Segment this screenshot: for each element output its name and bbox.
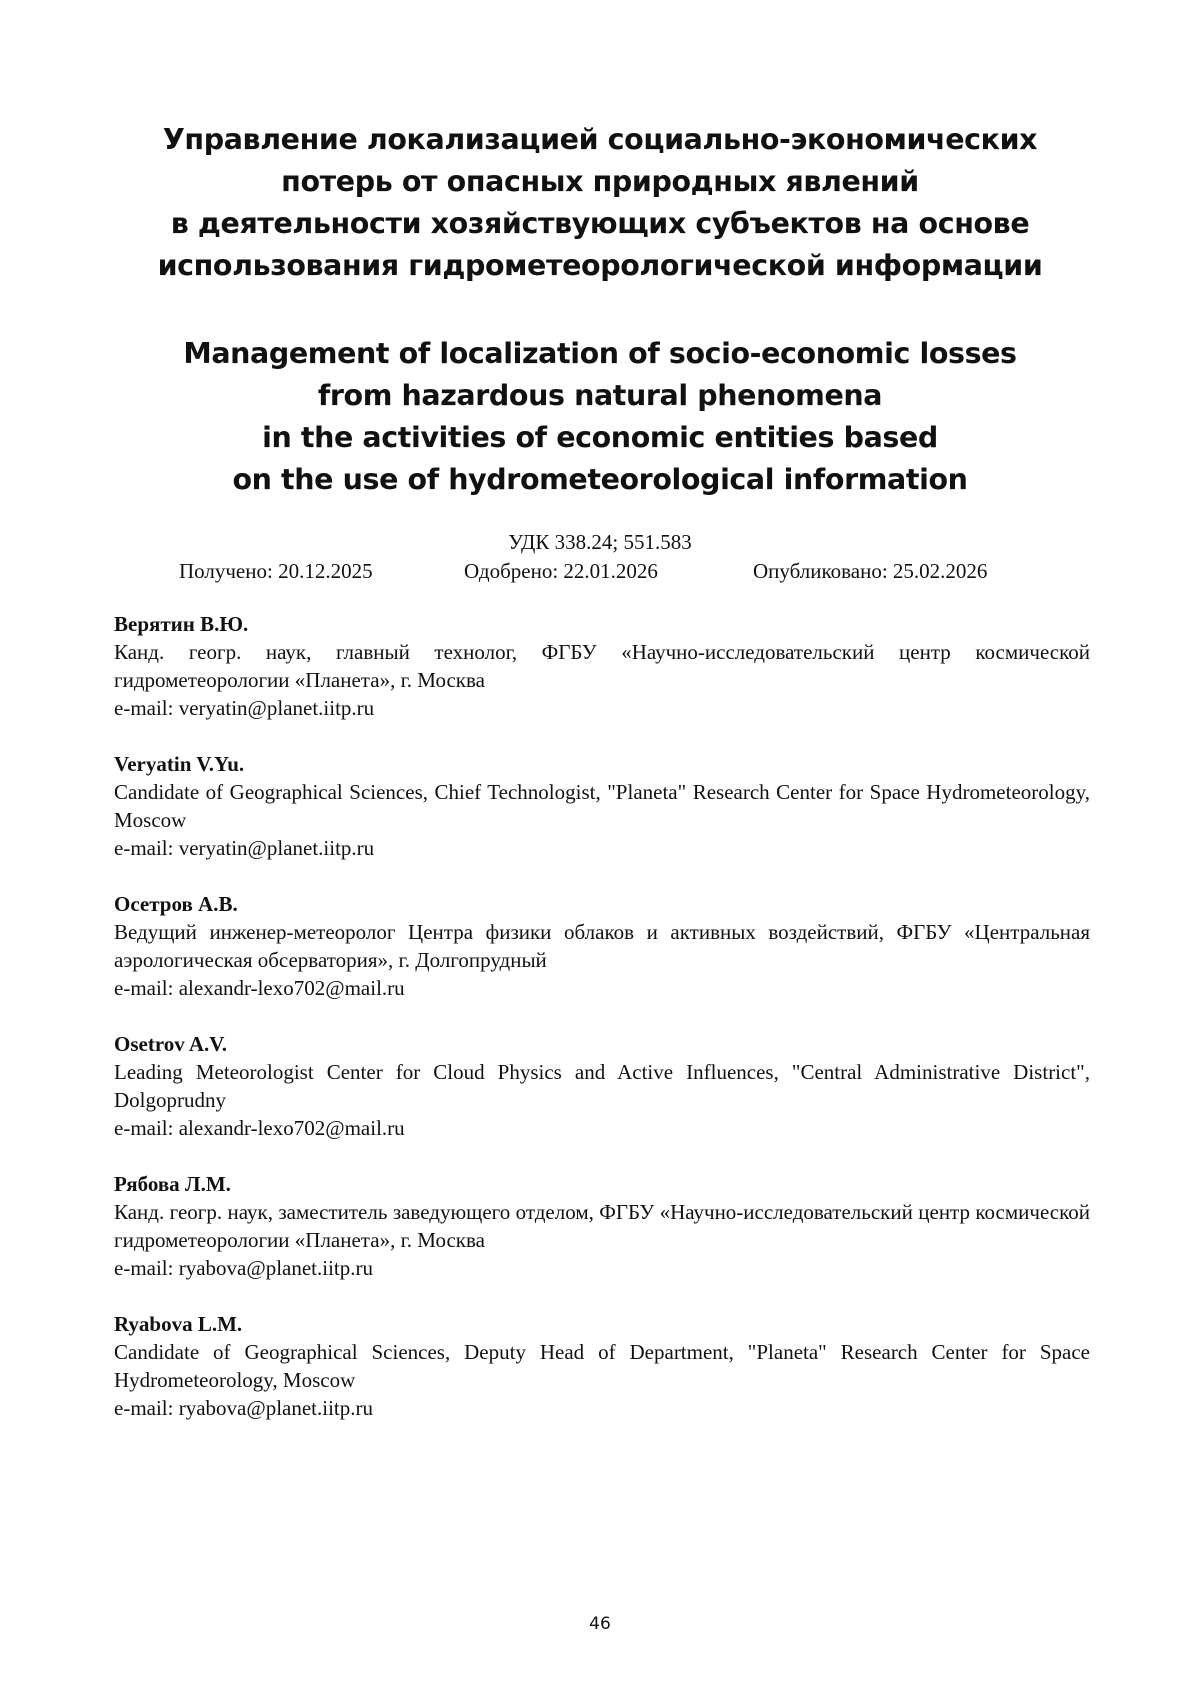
title-english-line: on the use of hydrometeorological information xyxy=(232,463,968,496)
title-english xyxy=(100,333,1100,501)
title-english-line: from hazardous natural phenomena xyxy=(317,379,883,412)
author-block xyxy=(114,610,1090,722)
author-block xyxy=(114,1170,1090,1282)
authors-list xyxy=(114,610,1090,1450)
author-block xyxy=(114,1310,1090,1422)
author-affiliation: Candidate of Geographical Sciences, Chief Technologist, "Planeta" Research Center for Space Hydrometeorology, Moscow xyxy=(114,780,1090,832)
title-russian-line: использования гидрометеорологической информации xyxy=(157,249,1043,282)
author-name: Осетров А.В. xyxy=(114,892,238,916)
page-number: 46 xyxy=(589,1614,611,1634)
author-email: e-mail: ryabova@planet.iitp.ru xyxy=(114,1396,374,1420)
author-affiliation: Канд. геогр. наук, заместитель заведующего отделом, ФГБУ «Научно-исследовательский центр космической гидрометеорологии «Планета», г. Москва xyxy=(114,1200,1090,1252)
author-name: Ryabova L.M. xyxy=(114,1312,243,1336)
title-english-line: Management of localization of socio-economic losses xyxy=(183,337,1017,370)
author-email: e-mail: alexandr-lexo702@mail.ru xyxy=(114,976,405,1000)
author-name: Osetrov A.V. xyxy=(114,1032,227,1056)
author-name: Верятин В.Ю. xyxy=(114,612,249,636)
date-approved: Одобрено: 22.01.2026 xyxy=(464,559,658,583)
udc-code: УДК 338.24; 551.583 xyxy=(508,530,692,554)
author-affiliation: Канд. геогр. наук, главный технолог, ФГБУ «Научно-исследовательский центр космической гидрометеорологии «Планета», г. Москва xyxy=(114,640,1090,692)
title-russian-line: в деятельности хозяйствующих субъектов на основе xyxy=(170,207,1030,240)
author-block xyxy=(114,750,1090,862)
title-russian-line: потерь от опасных природных явлений xyxy=(281,165,919,198)
author-email: e-mail: ryabova@planet.iitp.ru xyxy=(114,1256,374,1280)
author-affiliation: Ведущий инженер-метеоролог Центра физики облаков и активных воздействий, ФГБУ «Центральная аэрологическая обсерватория», г. Долгопрудный xyxy=(114,920,1090,972)
title-russian-line: Управление локализацией социально-экономических xyxy=(162,123,1038,156)
author-affiliation: Leading Meteorologist Center for Cloud Physics and Active Influences, "Central Administrative District", Dolgoprudny xyxy=(114,1060,1090,1112)
author-name: Veryatin V.Yu. xyxy=(114,752,245,776)
author-block xyxy=(114,1030,1090,1142)
author-name: Рябова Л.М. xyxy=(114,1172,231,1196)
date-published: Опубликовано: 25.02.2026 xyxy=(753,559,988,583)
title-russian xyxy=(100,119,1100,287)
author-email: e-mail: veryatin@planet.iitp.ru xyxy=(114,696,375,720)
author-block xyxy=(114,890,1090,1002)
title-english-line: in the activities of economic entities based xyxy=(262,421,938,454)
author-email: e-mail: veryatin@planet.iitp.ru xyxy=(114,836,375,860)
author-affiliation: Candidate of Geographical Sciences, Deputy Head of Department, "Planeta" Research Center for Space Hydrometeorology, Moscow xyxy=(114,1340,1090,1392)
date-received: Получено: 20.12.2025 xyxy=(179,559,373,583)
author-email: e-mail: alexandr-lexo702@mail.ru xyxy=(114,1116,405,1140)
